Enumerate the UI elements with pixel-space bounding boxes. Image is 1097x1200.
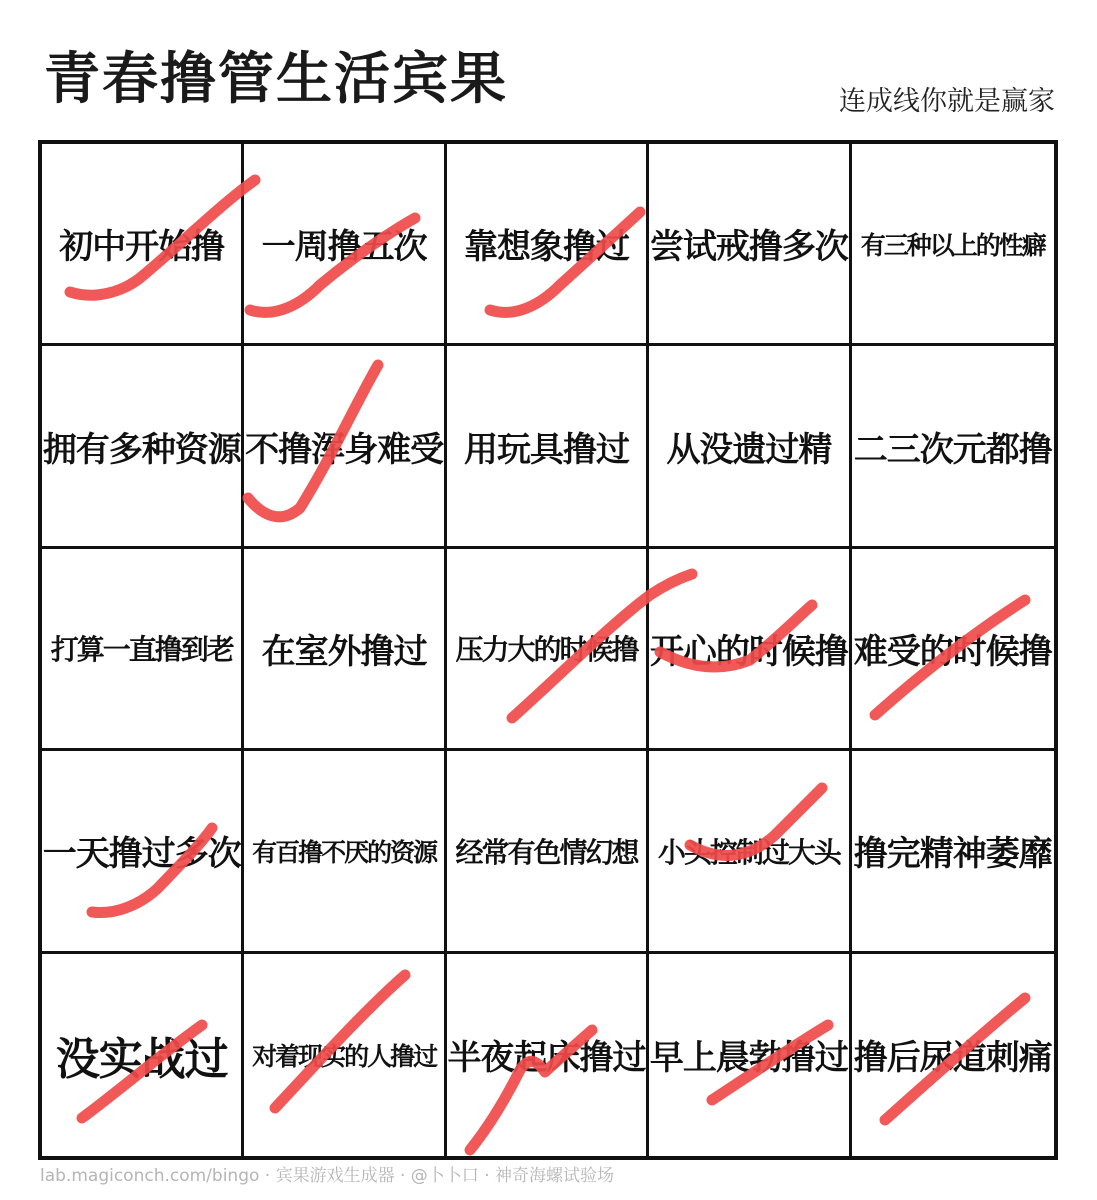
bingo-cell-r0-c0[interactable]	[42, 144, 244, 346]
bingo-cell-r4-c0[interactable]	[42, 954, 244, 1156]
bingo-cell-r3-c2[interactable]	[447, 751, 649, 953]
bingo-cell-label: 小头控制过大头	[657, 835, 840, 869]
bingo-cell-label: 撸后尿道刺痛	[853, 1038, 1052, 1079]
bingo-cell-label: 不撸浑身难受	[245, 429, 444, 470]
bingo-cell-label: 半夜起床撸过	[447, 1038, 646, 1079]
footer-credit: lab.magiconch.com/bingo · 宾果游戏生成器 · @卜卜口 · 神奇海螺试验场	[40, 1166, 615, 1186]
bingo-cell-r4-c3[interactable]	[649, 954, 851, 1156]
bingo-cell-label: 经常有色情幻想	[455, 835, 638, 869]
bingo-cell-r2-c3[interactable]	[649, 549, 851, 751]
bingo-cell-label: 二三次元都撸	[853, 429, 1052, 470]
bingo-cell-r1-c2[interactable]	[447, 346, 649, 548]
bingo-cell-label: 一周撸五次	[261, 227, 427, 268]
bingo-cell-r0-c3[interactable]	[649, 144, 851, 346]
bingo-cell-label: 尝试戒撸多次	[649, 227, 848, 268]
bingo-cell-r0-c1[interactable]	[244, 144, 446, 346]
bingo-cell-label: 拥有多种资源	[42, 429, 241, 470]
bingo-cell-label: 从没遗过精	[666, 429, 832, 470]
bingo-cell-r4-c4[interactable]	[852, 954, 1054, 1156]
bingo-cell-r1-c1[interactable]	[244, 346, 446, 548]
bingo-cell-r1-c0[interactable]	[42, 346, 244, 548]
bingo-cell-label: 难受的时候撸	[853, 631, 1052, 672]
bingo-cell-r1-c4[interactable]	[852, 346, 1054, 548]
bingo-cell-label: 打算一直撸到老	[50, 633, 233, 667]
bingo-cell-label: 开心的时候撸	[649, 631, 848, 672]
bingo-cell-label: 有百撸不厌的资源	[252, 837, 437, 867]
page-title: 青春撸管生活宾果	[44, 47, 508, 112]
bingo-cell-r2-c0[interactable]	[42, 549, 244, 751]
bingo-cell-r3-c0[interactable]	[42, 751, 244, 953]
bingo-cell-r3-c4[interactable]	[852, 751, 1054, 953]
bingo-cell-r1-c3[interactable]	[649, 346, 851, 548]
bingo-cell-label: 靠想象撸过	[463, 227, 629, 268]
bingo-cell-label: 撸完精神萎靡	[853, 834, 1052, 875]
bingo-cell-label: 有三种以上的性癖	[860, 230, 1045, 260]
bingo-cell-r2-c1[interactable]	[244, 549, 446, 751]
page-subtitle: 连成线你就是赢家	[839, 86, 1055, 117]
bingo-cell-r2-c4[interactable]	[852, 549, 1054, 751]
bingo-cell-label: 在室外撸过	[261, 631, 427, 672]
bingo-cell-r3-c1[interactable]	[244, 751, 446, 953]
bingo-board	[38, 140, 1058, 1160]
bingo-cell-label: 用玩具撸过	[463, 429, 629, 470]
bingo-cell-r0-c2[interactable]	[447, 144, 649, 346]
bingo-cell-label: 对着现实的人撸过	[252, 1041, 437, 1071]
bingo-cell-r3-c3[interactable]	[649, 751, 851, 953]
bingo-cell-r4-c1[interactable]	[244, 954, 446, 1156]
bingo-cell-r0-c4[interactable]	[852, 144, 1054, 346]
bingo-cell-label: 一天撸过多次	[42, 834, 241, 875]
bingo-cell-label: 早上晨勃撸过	[649, 1038, 848, 1079]
bingo-cell-r4-c2[interactable]	[447, 954, 649, 1156]
bingo-cell-label: 初中开始撸	[59, 227, 225, 268]
bingo-cell-r2-c2[interactable]	[447, 549, 649, 751]
bingo-cell-label: 没实战过	[55, 1033, 228, 1085]
bingo-cell-label: 压力大的时候撸	[455, 633, 638, 667]
